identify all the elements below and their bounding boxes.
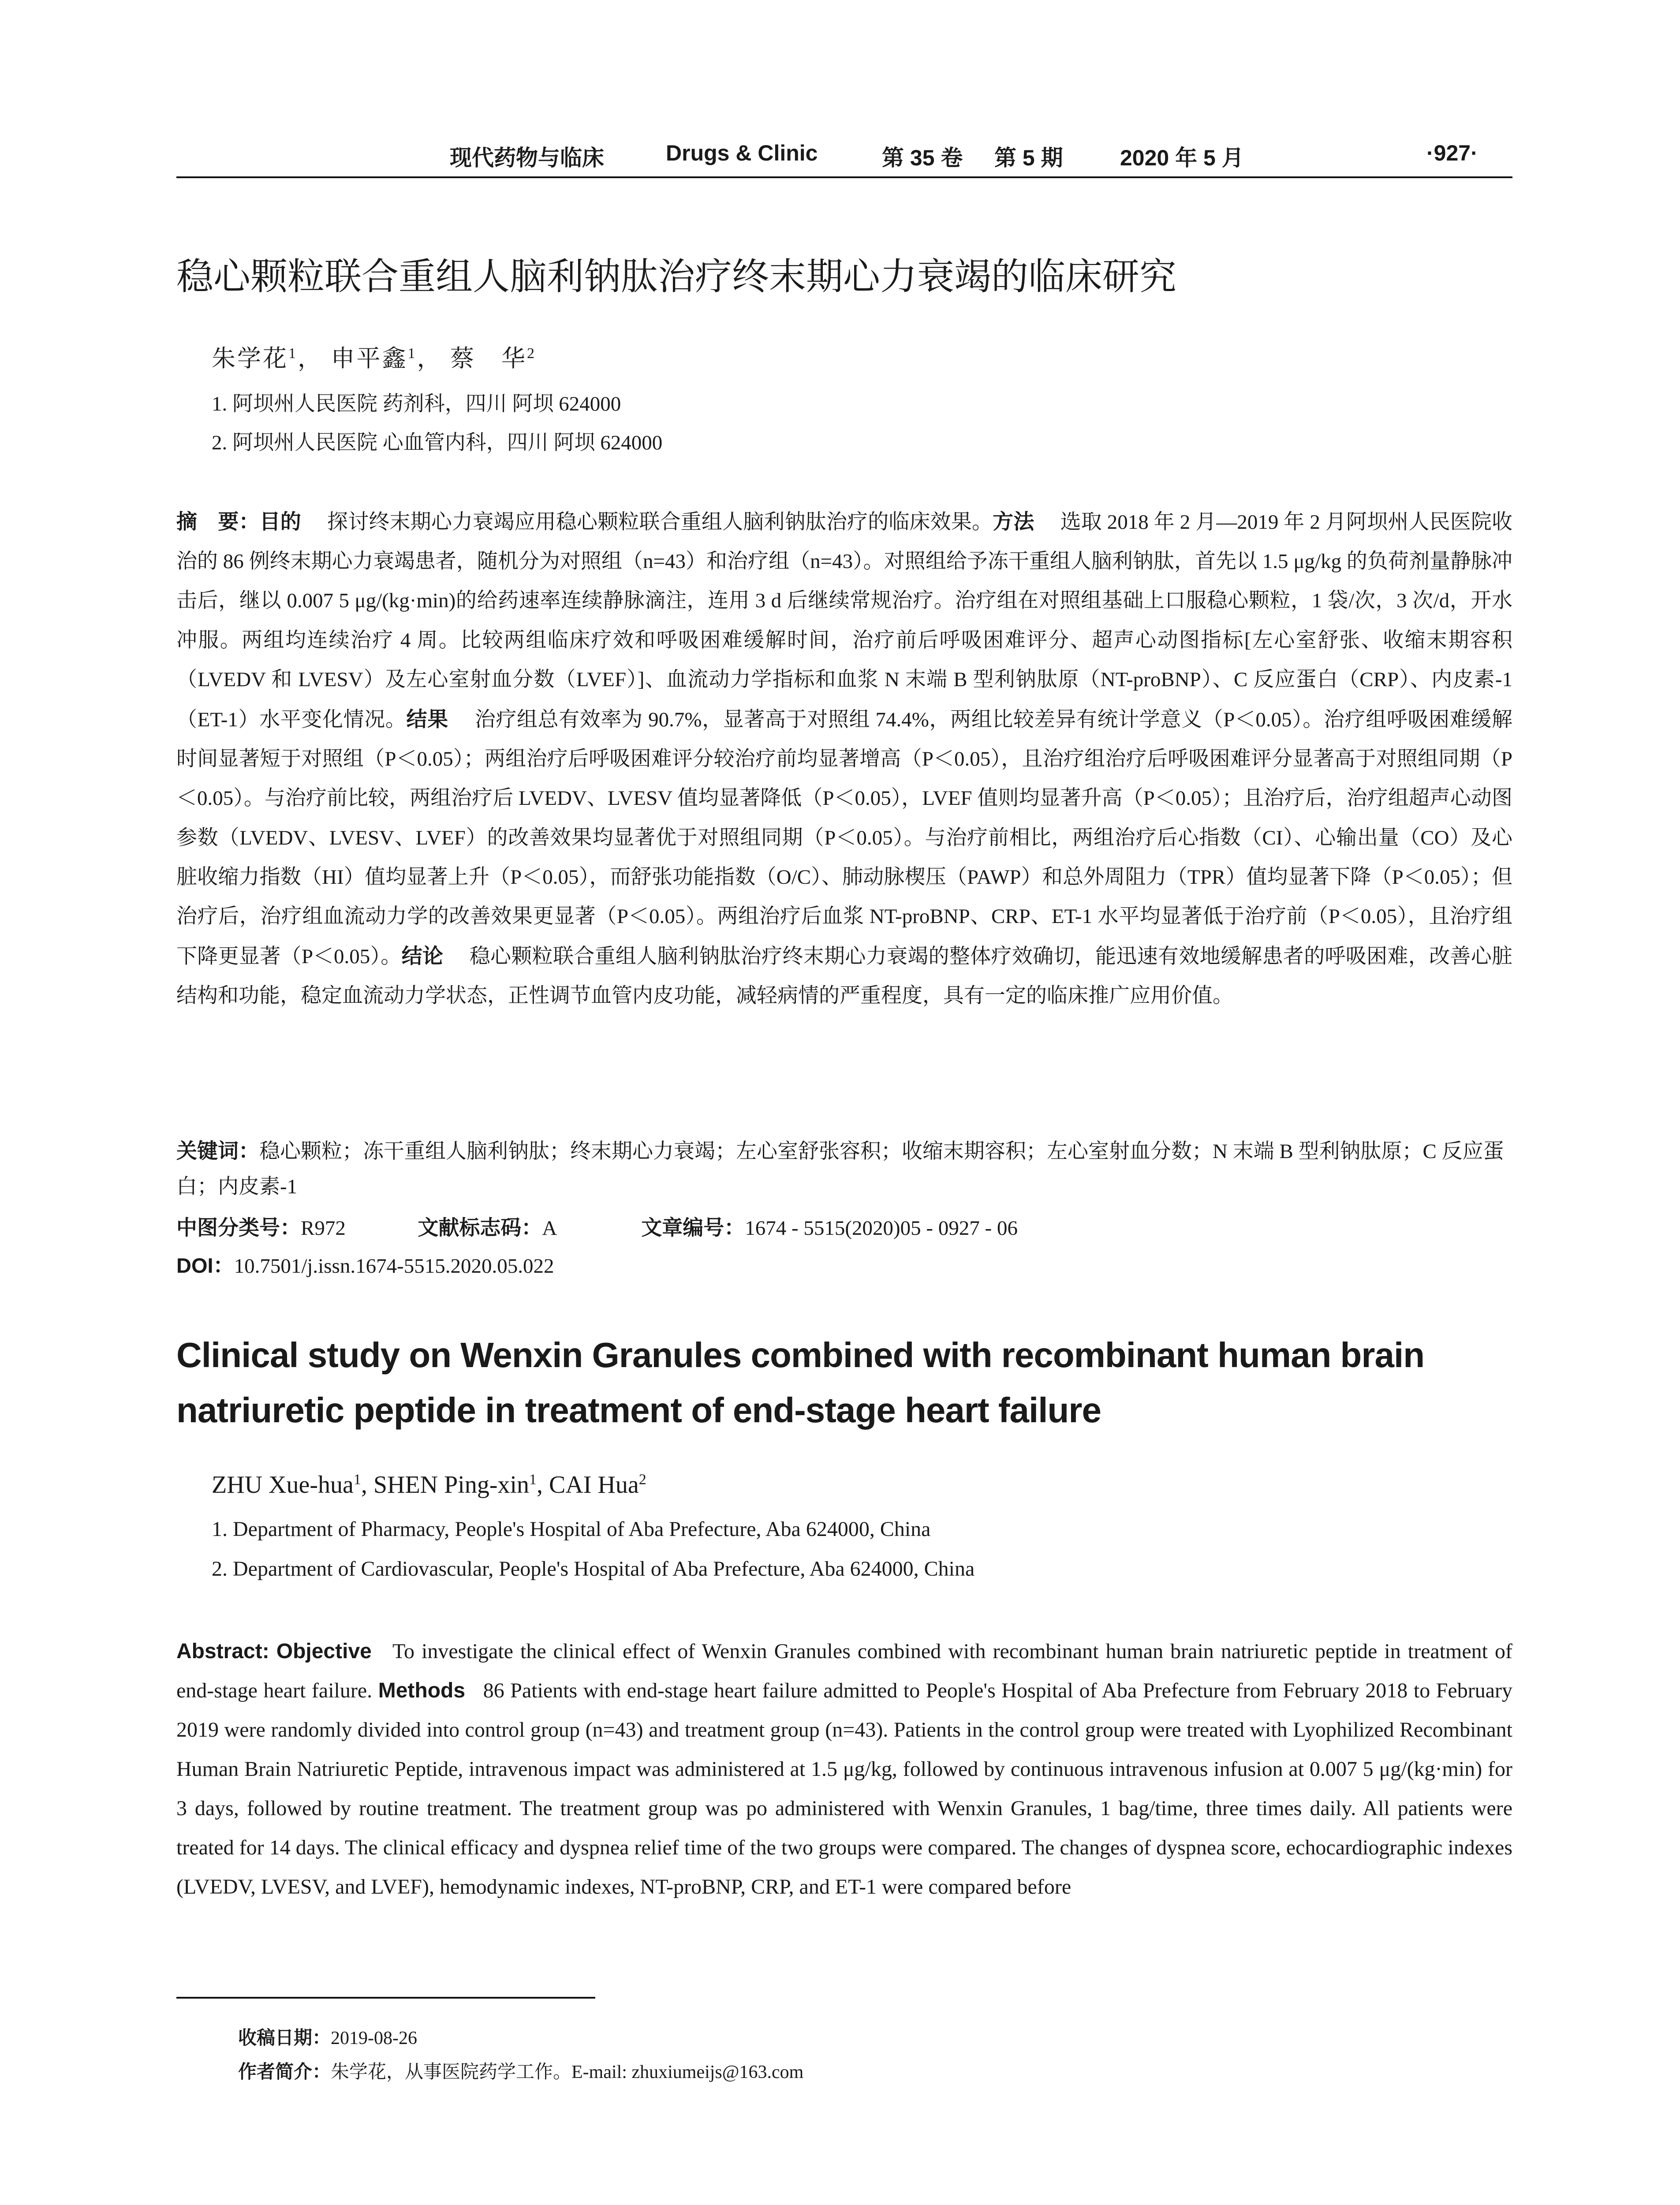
affiliation-en: 1. Department of Pharmacy, People's Hospital of Aba Prefecture, Aba 624000, China [212,1517,931,1541]
authors-en: ZHU Xue-hua$^1$, SHEN Ping-xin$^1$, CAI Hua$^2$ [212,1471,646,1499]
keywords-label: 关键词： [176,1139,259,1162]
title-cn: 稳心颗粒联合重组人脑利钠肽治疗终末期心力衰竭的临床研究 [176,256,1177,297]
classification-line [176,1210,1512,1246]
author-name: 蔡 华 [450,345,527,372]
keywords-text: 稳心颗粒；冻干重组人脑利钠肽；终末期心力衰竭；左心室舒张容积；收缩末期容积；左心室射血分数；N 末端 B 型利钠肽原；C 反应蛋白；内皮素-1 [176,1140,1504,1198]
conclusion-text: 稳心颗粒联合重组人脑利钠肽治疗终末期心力衰竭的整体疗效确切，能迅速有效地缓解患者的呼吸困难，改善心脏结构和功能，稳定血流动力学状态，正性调节血管内皮功能，减轻病情的严重程度，具有一定的临床推广应用价值。 [176,945,1513,1008]
keywords-cn [176,1133,1512,1204]
author-affiliation-mark: 1 [407,345,417,362]
author-name: 朱学花 [212,345,288,372]
doccode-label: 文献标志码： [418,1216,542,1239]
results-label: 结果 [406,707,448,731]
author-bio-label: 作者简介： [238,2061,331,2082]
results-text: 治疗组总有效率为 90.7%，显著高于对照组 74.4%，两组比较差异有统计学意义（P＜0.05）。治疗组呼吸困难缓解时间显著短于对照组（P＜0.05）；两组治疗后呼吸困难评分较治疗前均显著增高（P＜0.05），且治疗组治疗后呼吸困难评分显著高于对照组同期（P＜0.05）。与治疗前比较，两组治疗后 LVEDV、LVESV 值均显著降低（P＜0.05），LVEF 值则均显著升高（P＜0.05）；且治疗后，治疗组超声心动图参数（LVEDV、LVESV、LVEF）的改善效果均显著优于对照组同期（P＜0.05）。与治疗前相比，两组治疗后心指数（CI）、心输出量（CO）及心脏收缩力指数（HI）值均显著上升（P＜0.05），而舒张功能指数（O/C）、肺动脉楔压（PAWP）和总外周阻力（TPR）值均显著下降（P＜0.05）；但治疗后，治疗组血流动力学的改善效果更显著（P＜0.05）。两组治疗后血浆 NT-proBNP、CRP、ET-1 水平均显著低于治疗前（P＜0.05），且治疗组下降更显著（P＜0.05）。 [176,708,1512,968]
author-name: 申平鑫 [331,345,408,372]
page-number: ·927· [1426,141,1478,165]
abstract-label: 摘 要： [176,510,260,533]
article-id-value: 1674 - 5515(2020)05 - 0927 - 06 [745,1217,1018,1240]
received-label: 收稿日期： [238,2027,331,2048]
doccode-value: A [542,1217,556,1240]
abstract-label-en: Abstract: [176,1640,269,1663]
doi-value: 10.7501/j.issn.1674-5515.2020.05.022 [234,1255,554,1278]
methods-text-en: 86 Patients with end-stage heart failure admitted to People's Hospital of Aba Prefecture from February 2018 to February 2019 were randomly divided into control group (n=43) and treatment group (n=43). Patients in the control group were treated with Lyophilized Recombinant Human Brain Natriuretic Peptide, intravenous impact was administered at 1.5 μg/kg, followed by continuous intravenous infusion at 0.007 5 μg/(kg·min) for 3 days, followed by routine treatment. The treatment group was po administered with Wenxin Granules, 1 bag/time, three times daily. All patients were treated for 14 days. The clinical efficacy and dyspnea relief time of the two groups were compared. The changes of dyspnea score, echocardiographic indexes (LVEDV, LVESV, and LVEF), hemodynamic indexes, NT-proBNP, CRP, and ET-1 were compared before [176,1679,1513,1899]
author-name: CAI Hua [549,1471,639,1499]
clc-label: 中图分类号： [176,1216,301,1239]
author-affiliation-mark: 2 [638,1471,646,1488]
doi-line [176,1248,1512,1284]
volume: 第 35 卷 [882,146,963,170]
affiliation-cn: 2. 阿坝州人民医院 心血管内科，四川 阿坝 624000 [212,431,663,454]
objective-text: 探讨终末期心力衰竭应用稳心颗粒联合重组人脑利钠肽治疗的临床效果。 [327,511,993,534]
methods-text: 选取 2018 年 2 月—2019 年 2 月阿坝州人民医院收治的 86 例终末期心力衰竭患者，随机分为对照组（n=43）和治疗组（n=43）。对照组给予冻干重组人脑利钠肽，首先以 1.5 μg/kg 的负荷剂量静脉冲击后，继以 0.007 5 μg/(kg·min)的给药速率连续静脉滴注，连用 3 d 后继续常规治疗。治疗组在对照组基础上口服稳心颗粒，1 袋/次，3 次/d，开水冲服。两组均连续治疗 4 周。比较两组临床疗效和呼吸困难缓解时间，治疗前后呼吸困难评分、超声心动图指标[左心室舒张、收缩末期容积（LVEDV 和 LVESV）及左心室射血分数（LVEF）]、血流动力学指标和血浆 N 末端 B 型利钠肽原（NT-proBNP）、C 反应蛋白（CRP）、内皮素-1（ET-1）水平变化情况。 [176,511,1513,732]
abstract-en [176,1632,1512,1906]
affiliation-en: 2. Department of Cardiovascular, People's Hospital of Aba Prefecture, Aba 624000, China [212,1557,975,1581]
author-name: SHEN Ping-xin [373,1471,530,1499]
objective-text-en: To investigate the clinical effect of Wenxin Granules combined with recombinant human brain natriuretic peptide in treatment of end-stage heart failure. [176,1640,1512,1702]
journal-name-cn: 现代药物与临床 [450,146,604,170]
journal-name-en: Drugs & Clinic [666,141,818,165]
header-rule [176,176,1512,178]
methods-label: 方法 [993,510,1034,533]
received-value: 2019-08-26 [331,2028,417,2048]
author-bio [238,2057,803,2084]
article-id-label: 文章编号： [641,1216,745,1239]
clc-value: R972 [301,1217,346,1240]
abstract-cn [176,502,1512,1016]
running-header [176,140,1512,171]
methods-label-en: Methods [378,1679,466,1702]
author-name: ZHU Xue-hua [212,1471,354,1499]
author-affiliation-mark: 1 [288,345,298,362]
author-affiliation-mark: 1 [529,1471,537,1488]
author-bio-text: 朱学花，从事医院药学工作。E-mail: zhuxiumeijs@163.com [331,2062,804,2082]
issue: 第 5 期 [994,146,1063,170]
doi-label: DOI： [176,1254,234,1277]
publication-date: 2020 年 5 月 [1120,146,1244,170]
authors-cn: 朱学花$^1$， 申平鑫$^1$， 蔡 华$^2$ [212,345,536,372]
objective-label-en: Objective [276,1640,372,1663]
footnote-rule [176,1997,595,1999]
author-affiliation-mark: 2 [527,345,536,362]
objective-label: 目的 [259,510,301,533]
received-date [238,2023,417,2050]
author-affiliation-mark: 1 [353,1471,361,1488]
title-en: Clinical study on Wenxin Granules combined with recombinant human brain natriuretic peptide in treatment of end-stage heart failure [176,1335,1425,1430]
affiliation-cn: 1. 阿坝州人民医院 药剂科，四川 阿坝 624000 [212,392,621,415]
conclusion-label: 结论 [401,944,444,968]
